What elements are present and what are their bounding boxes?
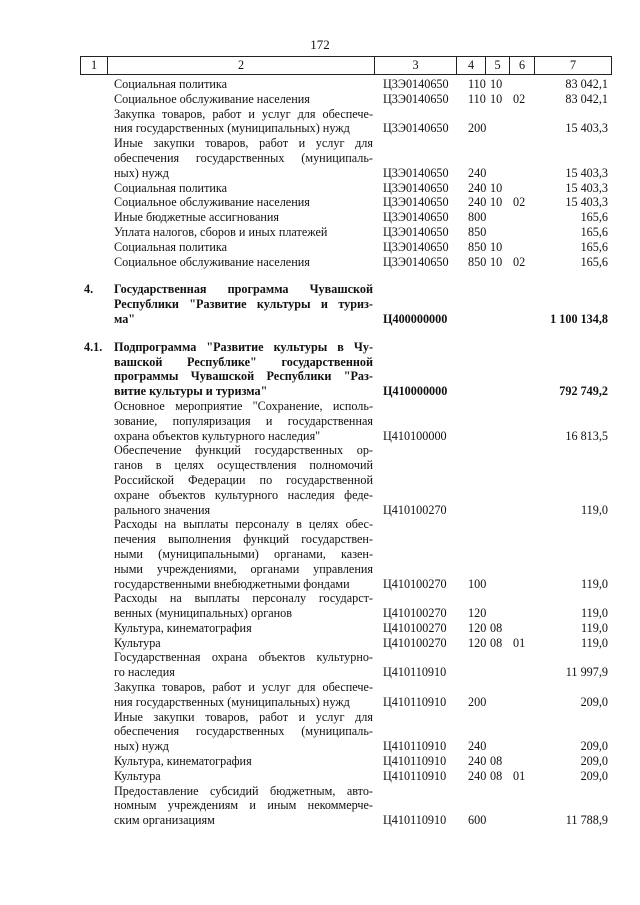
row-description [114, 591, 373, 621]
row-description [114, 225, 373, 240]
description-line: рального значения [114, 502, 211, 517]
row-description [114, 255, 373, 270]
target-code: Ц410100270 [383, 620, 447, 635]
description-line: ганов в целях осуществления полномочий [114, 458, 373, 473]
amount: 11 788,9 [565, 813, 608, 828]
table-row [80, 255, 612, 270]
amount: 15 403,3 [565, 195, 608, 210]
row-description [114, 240, 373, 255]
row-description [114, 769, 373, 784]
header-col-7: 7 [534, 57, 611, 74]
amount: 209,0 [580, 694, 608, 709]
row-description [114, 650, 373, 680]
target-code: Ц410000000 [383, 384, 448, 399]
target-code: Ц410100270 [383, 502, 447, 517]
subsection: 02 [513, 195, 526, 210]
description-line: Расходы на выплаты персоналу государст- [114, 591, 373, 606]
description-line: охране объектов культурного наследия феде- [114, 487, 373, 502]
header-col-1: 1 [90, 58, 98, 72]
row-description [114, 210, 373, 225]
description-line: Закупка товаров, работ и услуг для обеспече- [114, 106, 373, 121]
table-row [80, 340, 612, 399]
expense-type: 120 [468, 635, 487, 650]
table-row [80, 225, 612, 240]
description-line: Культура, кинематография [114, 754, 252, 769]
amount: 119,0 [581, 620, 608, 635]
amount: 15 403,3 [565, 121, 608, 136]
description-line: го наследия [114, 665, 175, 680]
target-code: Ц410110910 [383, 665, 447, 680]
table-row [80, 136, 612, 180]
section: 10 [490, 195, 503, 210]
description-line: Республики "Развитие культуры и туриз- [114, 297, 373, 312]
section: 08 [490, 768, 503, 783]
description-line: обеспечения государственных (муниципаль- [114, 150, 373, 165]
row-description [114, 340, 373, 399]
expense-type: 120 [468, 606, 487, 621]
description-line: Социальное обслуживание населения [114, 91, 310, 106]
amount: 165,6 [580, 224, 608, 239]
row-number: 4. [84, 282, 94, 297]
table-row [80, 399, 612, 443]
target-code: Ц3Э0140650 [383, 195, 449, 210]
description-line: Иные закупки товаров, работ и услуг для [114, 136, 373, 151]
table-row [80, 769, 612, 784]
description-line: Расходы на выплаты персоналу в целях обес- [114, 517, 373, 532]
description-line: Российской Федерации по государственной [114, 472, 373, 487]
row-number: 4.1. [84, 339, 103, 354]
amount: 119,0 [581, 606, 608, 621]
header-col-3: 3 [374, 57, 456, 74]
row-description [114, 92, 373, 107]
amount: 119,0 [581, 576, 608, 591]
table-row [80, 636, 612, 651]
target-code: Ц410100270 [383, 606, 447, 621]
amount: 15 403,3 [565, 180, 608, 195]
section: 08 [490, 754, 503, 769]
table-row [80, 591, 612, 621]
table-row [80, 650, 612, 680]
table-row [80, 77, 612, 92]
expense-type: 240 [468, 180, 487, 195]
row-description [114, 754, 373, 769]
row-description [114, 399, 373, 443]
description-line: Подпрограмма "Развитие культуры в Чу- [114, 339, 373, 354]
section: 08 [490, 620, 503, 635]
table-row [80, 621, 612, 636]
section: 08 [490, 635, 503, 650]
row-description [114, 680, 373, 710]
amount: 83 042,1 [565, 77, 608, 91]
target-code: Ц3Э0140650 [383, 239, 449, 254]
target-code: Ц3Э0140650 [383, 77, 449, 91]
amount: 11 997,9 [565, 665, 608, 680]
description-line: ским организациям [114, 813, 215, 828]
expense-type: 850 [468, 224, 487, 239]
description-line: ния государственных (муниципальных) нужд [114, 121, 350, 136]
target-code: Ц3Э0140650 [383, 210, 449, 225]
table-row [80, 181, 612, 196]
expense-type: 110 [468, 91, 486, 106]
target-code: Ц3Э0140650 [383, 91, 449, 106]
section: 10 [490, 180, 503, 195]
row-description [114, 282, 373, 326]
target-code: Ц3Э0140650 [383, 224, 449, 239]
subsection: 02 [513, 91, 526, 106]
target-code: Ц410110910 [383, 813, 447, 828]
description-line: зование, популяризация и государственная [114, 413, 373, 428]
table-row [80, 240, 612, 255]
row-description [114, 621, 373, 636]
target-code: Ц410110910 [383, 754, 447, 769]
description-line: Государственная охрана объектов культурно- [114, 650, 373, 665]
table-header [80, 56, 612, 75]
description-line: ными учреждениями, органами управления [114, 561, 373, 576]
amount: 792 749,2 [559, 384, 608, 399]
expense-type: 110 [468, 77, 486, 91]
description-line: вашской Республике" государственной [114, 354, 373, 369]
expense-type: 850 [468, 254, 487, 269]
description-line: Социальная политика [114, 77, 228, 91]
description-line: Социальная политика [114, 180, 228, 195]
target-code: Ц3Э0140650 [383, 254, 449, 269]
expense-type: 200 [468, 694, 487, 709]
section: 10 [490, 91, 503, 106]
table-row [80, 517, 612, 591]
description-line: витие культуры и туризма" [114, 384, 268, 399]
description-line: Государственная программа Чувашской [114, 282, 373, 297]
description-line: программы Чувашской Республики "Раз- [114, 369, 373, 384]
amount: 83 042,1 [565, 91, 608, 106]
description-line: ными (муниципальными) органами, казен- [114, 546, 373, 561]
target-code: Ц410110910 [383, 694, 447, 709]
table-row [80, 710, 612, 754]
subsection: 01 [513, 768, 526, 783]
expense-type: 120 [468, 620, 487, 635]
table-row [80, 282, 612, 326]
amount: 209,0 [580, 768, 608, 783]
description-line: ма" [114, 311, 136, 326]
subsection: 02 [513, 254, 526, 269]
header-col-6: 6 [509, 57, 534, 74]
description-line: печения выполнения функций государствен- [114, 532, 373, 547]
amount: 209,0 [580, 754, 608, 769]
amount: 165,6 [580, 210, 608, 225]
header-col-4: 4 [456, 57, 485, 74]
amount: 209,0 [580, 739, 608, 754]
amount: 1 100 134,8 [550, 311, 608, 326]
expense-type: 240 [468, 739, 487, 754]
table-row [80, 195, 612, 210]
table-row [80, 784, 612, 828]
description-line: Иные закупки товаров, работ и услуг для [114, 709, 373, 724]
expense-type: 100 [468, 576, 487, 591]
amount: 119,0 [581, 502, 608, 517]
description-line: венных (муниципальных) органов [114, 606, 292, 621]
table-row [80, 680, 612, 710]
amount: 119,0 [581, 635, 608, 650]
expense-type: 800 [468, 210, 487, 225]
section: 10 [490, 254, 503, 269]
row-description [114, 443, 373, 517]
expense-type: 850 [468, 239, 487, 254]
row-description [114, 136, 373, 180]
row-description [114, 784, 373, 828]
expense-type: 240 [468, 195, 487, 210]
description-line: обеспечения государственных (муниципаль- [114, 724, 373, 739]
description-line: Культура, кинематография [114, 620, 252, 635]
target-code: Ц410110910 [383, 739, 447, 754]
target-code: Ц410100270 [383, 576, 447, 591]
section: 10 [490, 239, 503, 254]
table-row [80, 92, 612, 107]
table-row [80, 210, 612, 225]
description-line: Уплата налогов, сборов и иных платежей [114, 224, 328, 239]
expense-type: 600 [468, 813, 487, 828]
row-description [114, 77, 373, 92]
description-line: Предоставление субсидий бюджетным, авто- [114, 783, 373, 798]
expense-type: 240 [468, 754, 487, 769]
amount: 16 813,5 [565, 428, 608, 443]
amount: 165,6 [580, 254, 608, 269]
target-code: Ц410100000 [383, 428, 447, 443]
table-row [80, 107, 612, 137]
description-line: Социальная политика [114, 239, 228, 254]
row-description [114, 107, 373, 137]
description-line: Иные бюджетные ассигнования [114, 210, 280, 225]
description-line: ных) нужд [114, 739, 169, 754]
table-row [80, 443, 612, 517]
description-line: Социальное обслуживание населения [114, 254, 310, 269]
description-line: государственными внебюджетными фондами [114, 576, 350, 591]
row-description [114, 195, 373, 210]
target-code: Ц410110910 [383, 768, 447, 783]
target-code: Ц400000000 [383, 311, 448, 326]
amount: 165,6 [580, 239, 608, 254]
row-description [114, 710, 373, 754]
description-line: охрана объектов культурного наследия" [114, 428, 321, 443]
page-number: 172 [310, 37, 330, 52]
row-description [114, 636, 373, 651]
target-code: Ц3Э0140650 [383, 121, 449, 136]
section: 10 [490, 77, 503, 91]
expense-type: 200 [468, 121, 487, 136]
description-line: номным учреждениям и иным некоммерче- [114, 798, 373, 813]
header-col-5: 5 [485, 57, 509, 74]
target-code: Ц3Э0140650 [383, 180, 449, 195]
description-line: ных) нужд [114, 165, 169, 180]
description-line: Культура [114, 635, 161, 650]
target-code: Ц410100270 [383, 635, 447, 650]
table-body [80, 77, 612, 828]
subsection: 01 [513, 635, 526, 650]
description-line: Обеспечение функций государственных ор- [114, 443, 373, 458]
description-line: Социальное обслуживание населения [114, 195, 310, 210]
description-line: Закупка товаров, работ и услуг для обеспече- [114, 680, 373, 695]
row-description [114, 517, 373, 591]
amount: 15 403,3 [565, 165, 608, 180]
description-line: ния государственных (муниципальных) нужд [114, 694, 350, 709]
description-line: Основное мероприятие "Сохранение, исполь- [114, 398, 373, 413]
header-col-2: 2 [107, 57, 374, 74]
expense-type: 240 [468, 165, 487, 180]
target-code: Ц3Э0140650 [383, 165, 449, 180]
expense-type: 240 [468, 768, 487, 783]
row-description [114, 181, 373, 196]
description-line: Культура [114, 768, 161, 783]
table-row [80, 754, 612, 769]
